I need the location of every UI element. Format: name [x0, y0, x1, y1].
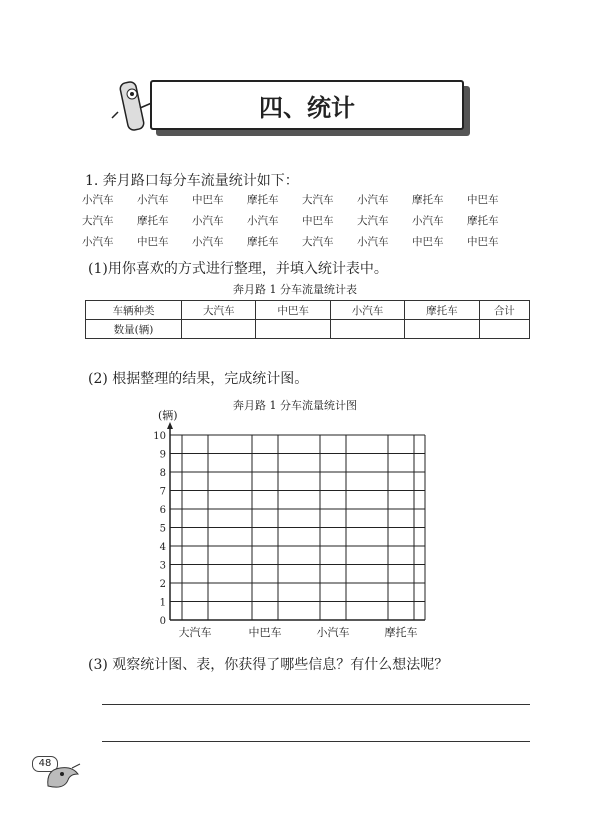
vehicle-item: 小汽车 [192, 236, 224, 248]
table-header-cell: 小汽车 [330, 301, 404, 320]
bar-chart-grid[interactable] [140, 405, 440, 645]
table-header-cell: 摩托车 [405, 301, 479, 320]
table-header-cell: 中巴车 [256, 301, 330, 320]
vehicle-item: 大汽车 [357, 215, 389, 227]
vehicle-item: 小汽车 [82, 236, 114, 248]
x-category-label: 小汽车 [316, 626, 350, 639]
vehicle-item: 中巴车 [412, 236, 444, 248]
vehicle-item: 小汽车 [247, 215, 279, 227]
vehicle-item: 小汽车 [357, 194, 389, 206]
x-category-label: 摩托车 [384, 626, 418, 639]
vehicle-item: 摩托车 [247, 194, 279, 206]
x-category-label: 中巴车 [248, 626, 282, 639]
y-tick-label: 7 [159, 486, 166, 498]
question-intro: 1. 奔月路口每分车流量统计如下： [85, 173, 299, 189]
y-axis-unit: (辆) [158, 409, 178, 422]
y-tick-label: 1 [159, 597, 166, 609]
table-header-row [86, 301, 530, 320]
vehicle-item: 大汽车 [302, 194, 334, 206]
vehicle-item: 中巴车 [192, 194, 224, 206]
table-input-cell[interactable] [256, 320, 330, 339]
vehicle-item: 大汽车 [82, 215, 114, 227]
table-header-cell: 合计 [479, 301, 529, 320]
vehicle-item: 小汽车 [192, 215, 224, 227]
y-tick-label: 6 [159, 505, 166, 516]
vehicle-item: 摩托车 [247, 236, 279, 248]
vehicle-item: 小汽车 [137, 194, 169, 206]
answer-line[interactable] [102, 741, 530, 742]
vehicle-item: 小汽车 [357, 236, 389, 248]
table-header-cell: 大汽车 [182, 301, 256, 320]
vehicle-item: 中巴车 [467, 236, 499, 248]
vehicle-item: 小汽车 [82, 194, 114, 206]
chapter-title: 四、统计 [259, 93, 355, 122]
table-input-cell[interactable] [182, 320, 256, 339]
vehicle-item: 小汽车 [412, 215, 444, 227]
part1-instruction: (1)用你喜欢的方式进行整理，并填入统计表中。 [88, 261, 388, 277]
x-category-label: 大汽车 [178, 626, 212, 639]
vehicle-item: 大汽车 [302, 236, 334, 248]
chart-title: 奔月路 1 分车流量统计图 [233, 399, 357, 412]
table-input-cell[interactable] [330, 320, 404, 339]
vehicle-item: 摩托车 [467, 215, 499, 227]
table-input-cell[interactable] [479, 320, 529, 339]
answer-line[interactable] [102, 704, 530, 705]
y-tick-label: 2 [159, 579, 166, 590]
table-title: 奔月路 1 分车流量统计表 [233, 283, 357, 296]
y-tick-label: 9 [159, 449, 166, 461]
y-tick-label: 10 [153, 431, 166, 442]
table-data-row [86, 320, 530, 339]
table-row-label: 数量(辆) [86, 320, 182, 339]
y-tick-label: 3 [159, 560, 166, 572]
y-tick-label: 8 [159, 468, 166, 479]
y-axis-arrow [167, 422, 173, 429]
stat-table [85, 300, 530, 339]
vehicle-item: 中巴车 [302, 215, 334, 227]
table-header-cell: 车辆种类 [86, 301, 182, 320]
part3-instruction: (3) 观察统计图、表，你获得了哪些信息？有什么想法呢？ [88, 657, 449, 673]
bird-decoration-icon [42, 760, 84, 792]
page-number: 48 [32, 756, 58, 772]
vehicle-item: 中巴车 [137, 236, 169, 248]
chapter-banner [150, 80, 464, 130]
table-input-cell[interactable] [405, 320, 479, 339]
y-tick-label: 0 [159, 616, 166, 627]
y-tick-label: 4 [159, 542, 166, 553]
y-tick-label: 5 [159, 523, 166, 535]
vehicle-item: 中巴车 [467, 194, 499, 206]
vehicle-item: 摩托车 [412, 194, 444, 206]
part2-instruction: (2) 根据整理的结果，完成统计图。 [88, 371, 309, 387]
vehicle-item: 摩托车 [137, 215, 169, 227]
